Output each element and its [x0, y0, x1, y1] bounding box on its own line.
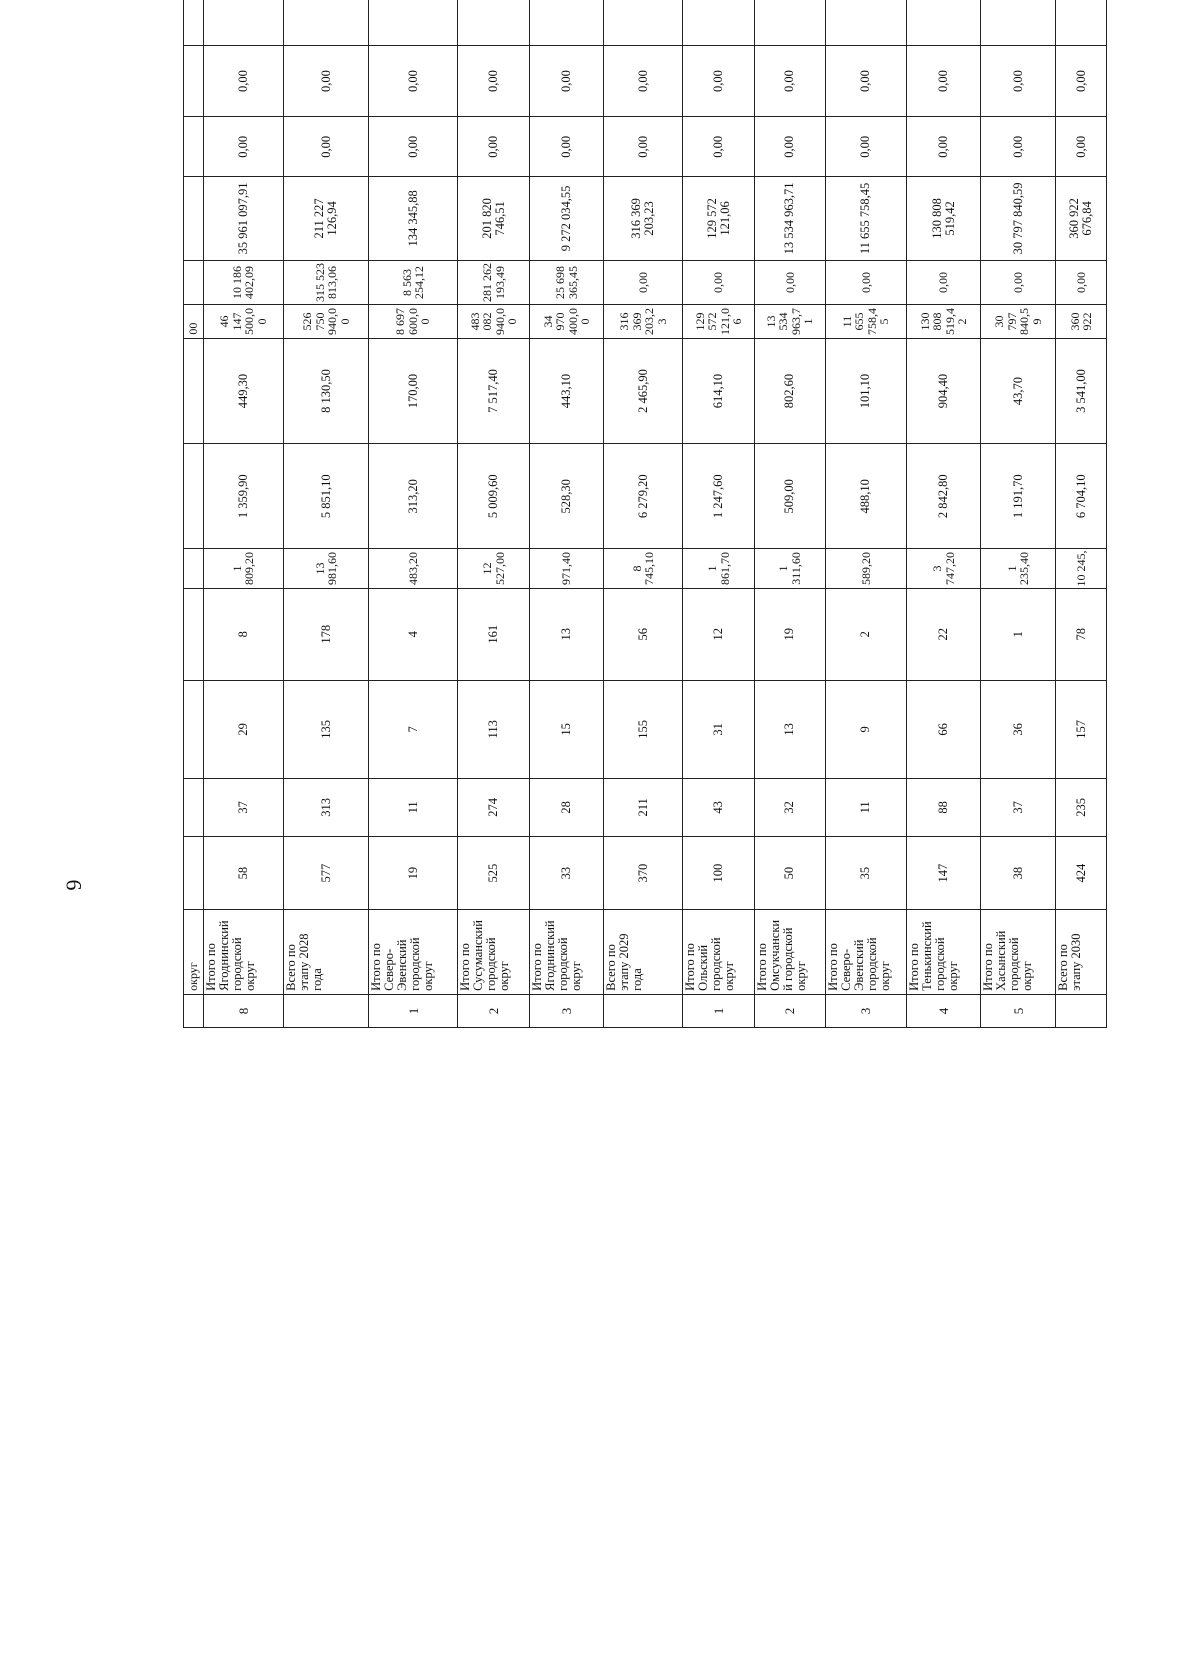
cell-col-4: 78 [1056, 588, 1107, 680]
cell-col-9: 0,00 [604, 260, 683, 305]
cell-col-9: 0,00 [683, 260, 754, 305]
cell-col-1: 19 [369, 836, 458, 910]
cell-col-8: 46 147 500,00 [203, 305, 284, 338]
table-row [369, 0, 458, 1028]
cell-col-5: 10 245, [1056, 549, 1107, 589]
cell-col-2: 313 [284, 778, 369, 836]
cell-col-6: 313,20 [369, 444, 458, 549]
table-row [457, 0, 530, 1028]
table-row [284, 0, 369, 1028]
cell-col-7: 904,40 [906, 338, 981, 444]
cell-col-5: 589,20 [826, 549, 907, 589]
cell-col-8: 130 808 519,42 [906, 305, 981, 338]
cell-row-label: Итого по Сусуманский городской округ [457, 910, 530, 994]
cell-col-6: 5 851,10 [284, 444, 369, 549]
table-row [530, 0, 604, 1028]
cell-row-number: 2 [754, 994, 825, 1027]
cell-col-3: 135 [284, 680, 369, 778]
cell-col-11: 0,00 [369, 117, 458, 177]
cell-col-11: 0,00 [754, 117, 825, 177]
cell-col-5: 13 981,60 [284, 549, 369, 589]
cell-col-3: 113 [457, 680, 530, 778]
cell-col-2: 28 [530, 778, 604, 836]
cell-col-8: 8 697 600,00 [369, 305, 458, 338]
cell-col-3: 7 [369, 680, 458, 778]
table-row [754, 0, 825, 1028]
cell-col-5: 1 861,70 [683, 549, 754, 589]
cell-col-13 [1056, 0, 1107, 45]
cell-col-1: 525 [457, 836, 530, 910]
cell-col-11: 0,00 [457, 117, 530, 177]
cell-col-13 [683, 0, 754, 45]
cell-col-6: 2 842,80 [906, 444, 981, 549]
cell-row-number: 1 [683, 994, 754, 1027]
cell-col-12: 0,00 [1056, 45, 1107, 117]
cell-col-1: 38 [981, 836, 1056, 910]
cell-row-label: Всего по этапу 2028 года [284, 910, 369, 994]
cell-col-8: 13 534 963,71 [754, 305, 825, 338]
cell-col-11: 0,00 [1056, 117, 1107, 177]
table-header-fragment-row [184, 0, 204, 1028]
table-row [203, 0, 284, 1028]
cell-col-13 [981, 0, 1056, 45]
cell-row-number [284, 994, 369, 1027]
cell-row-label: Итого по Омсукчанский городской округ [754, 910, 825, 994]
cell-col-1: 370 [604, 836, 683, 910]
cell-col-5: 971,40 [530, 549, 604, 589]
rotated-table-container [183, 0, 1107, 1028]
cell-col-6: 509,00 [754, 444, 825, 549]
cell-col-3: 9 [826, 680, 907, 778]
cell-col-11: 0,00 [203, 117, 284, 177]
cell-col-6: 528,30 [530, 444, 604, 549]
cell-row-label: Итого по Северо-Эвенский городской округ [369, 910, 458, 994]
cell-col-9: 25 698 365,45 [530, 260, 604, 305]
cell-col-12: 0,00 [683, 45, 754, 117]
cell-col-4: 4 [369, 588, 458, 680]
cell-row-label: Итого по Ольский городской округ [683, 910, 754, 994]
cell-col-9: 315 523 813,06 [284, 260, 369, 305]
cell-col-11: 0,00 [981, 117, 1056, 177]
cell-col-7: 3 541,00 [1056, 338, 1107, 444]
cell-col-7: 101,10 [826, 338, 907, 444]
cell-col-12: 0,00 [457, 45, 530, 117]
cell-col-4: 12 [683, 588, 754, 680]
cell-col-9: 0,00 [754, 260, 825, 305]
cell-col-10: 11 655 758,45 [826, 177, 907, 260]
cell-col-2: 88 [906, 778, 981, 836]
cell-col-6: 5 009,60 [457, 444, 530, 549]
cell-row-number: 4 [906, 994, 981, 1027]
cell-col-8: 360 922 [1056, 305, 1107, 338]
cell-col-13 [826, 0, 907, 45]
cell-col-9: 10 186 402,09 [203, 260, 284, 305]
cell-col-11: 0,00 [604, 117, 683, 177]
cell-col-5: 1 809,20 [203, 549, 284, 589]
cell-col-6: 1 247,60 [683, 444, 754, 549]
cell-col-8: 129 572 121,06 [683, 305, 754, 338]
cell-col-1: 147 [906, 836, 981, 910]
cell-col-10: 201 820 746,51 [457, 177, 530, 260]
cell-row-label: Всего по этапу 2030 [1056, 910, 1107, 994]
cell-col-2: 43 [683, 778, 754, 836]
cell-row-number: 1 [369, 994, 458, 1027]
cell-col-8: 11 655 758,45 [826, 305, 907, 338]
cell-col-3: 31 [683, 680, 754, 778]
cell-col-4: 13 [530, 588, 604, 680]
cell-col-10: 129 572 121,06 [683, 177, 754, 260]
cell-col-10: 211 227 126,94 [284, 177, 369, 260]
cell-col-11: 0,00 [683, 117, 754, 177]
cell-col-1: 50 [754, 836, 825, 910]
cell-col-13 [906, 0, 981, 45]
cell-col-1: 577 [284, 836, 369, 910]
cell-col-7: 802,60 [754, 338, 825, 444]
cell-col-13 [284, 0, 369, 45]
cell-col-3: 157 [1056, 680, 1107, 778]
table-row [683, 0, 754, 1028]
cell-row-number: 5 [981, 994, 1056, 1027]
cell-col-7: 443,10 [530, 338, 604, 444]
cell-col-4: 8 [203, 588, 284, 680]
cell-col-2: 11 [369, 778, 458, 836]
cell-col-13 [369, 0, 458, 45]
cell-col-9: 0,00 [906, 260, 981, 305]
cell-row-number [604, 994, 683, 1027]
table-row [906, 0, 981, 1028]
cell-col-2: 37 [203, 778, 284, 836]
cell-col-12: 0,00 [284, 45, 369, 117]
cell-col-4: 19 [754, 588, 825, 680]
cell-col-7: 170,00 [369, 338, 458, 444]
cell-col-12: 0,00 [981, 45, 1056, 117]
cell-col-4: 22 [906, 588, 981, 680]
cell-col-5: 8 745,10 [604, 549, 683, 589]
cell-col-5: 1 311,60 [754, 549, 825, 589]
cell-col-4: 2 [826, 588, 907, 680]
cell-col-10: 13 534 963,71 [754, 177, 825, 260]
cell-col-3: 15 [530, 680, 604, 778]
cell-row-number [1056, 994, 1107, 1027]
cell-row-number: 3 [530, 994, 604, 1027]
cell-col-3: 155 [604, 680, 683, 778]
cell-row-label: Итого по Хасынский городской округ [981, 910, 1056, 994]
cell-row-label: Итого по Северо-Эвенский городской округ [826, 910, 907, 994]
cell-col-6: 1 191,70 [981, 444, 1056, 549]
cell-col-13 [203, 0, 284, 45]
cell-col-11: 0,00 [284, 117, 369, 177]
cell-col-2: 235 [1056, 778, 1107, 836]
cell-col-7: 449,30 [203, 338, 284, 444]
cell-col-10: 30 797 840,59 [981, 177, 1056, 260]
cell-col-5: 1 235,40 [981, 549, 1056, 589]
cell-col-11: 0,00 [906, 117, 981, 177]
cell-col-7: 7 517,40 [457, 338, 530, 444]
cell-col-4: 161 [457, 588, 530, 680]
cell-col-11: 0,00 [530, 117, 604, 177]
cell-col-9: 281 262 193,49 [457, 260, 530, 305]
cell-row-number: 3 [826, 994, 907, 1027]
cell-col-4: 1 [981, 588, 1056, 680]
cell-col-10: 35 961 097,91 [203, 177, 284, 260]
cell-col-10: 130 808 519,42 [906, 177, 981, 260]
cell-col-1: 100 [683, 836, 754, 910]
page-number: 6 [61, 879, 87, 891]
cell-col-2: 11 [826, 778, 907, 836]
table-row [826, 0, 907, 1028]
cell-col-9: 0,00 [1056, 260, 1107, 305]
cell-col-2: 211 [604, 778, 683, 836]
cell-row-label: Итого по Тенькинский городской округ [906, 910, 981, 994]
cell-row-label: Итого по Ягоднинский городской округ [203, 910, 284, 994]
cell-col-3: 36 [981, 680, 1056, 778]
cell-col-10: 134 345,88 [369, 177, 458, 260]
cell-col-13 [457, 0, 530, 45]
cell-col-8: 526 750 940,00 [284, 305, 369, 338]
cell-col-8: 316 369 203,23 [604, 305, 683, 338]
cell-col-8: 483 082 940,00 [457, 305, 530, 338]
cell-col-13 [604, 0, 683, 45]
cell-col-12: 0,00 [754, 45, 825, 117]
cell-col-8: 30 797 840,59 [981, 305, 1056, 338]
cell-col-6: 488,10 [826, 444, 907, 549]
cell-col-9: 8 563 254,12 [369, 260, 458, 305]
housing-program-table [183, 0, 1107, 1028]
cell-col-12: 0,00 [604, 45, 683, 117]
cell-col-12: 0,00 [369, 45, 458, 117]
cell-col-8: 34 970 400,00 [530, 305, 604, 338]
table-row [1056, 0, 1107, 1028]
cell-col-6: 6 279,20 [604, 444, 683, 549]
cell-row-label: Итого по Ягоднинский городской округ [530, 910, 604, 994]
cell-row-label: Всего по этапу 2029 года [604, 910, 683, 994]
cell-col-7: 8 130,50 [284, 338, 369, 444]
cell-col-10: 360 922 676,84 [1056, 177, 1107, 260]
cell-col-4: 56 [604, 588, 683, 680]
cell-row-number: 8 [203, 994, 284, 1027]
cell-col-2: 32 [754, 778, 825, 836]
cell-col-12: 0,00 [826, 45, 907, 117]
cell-col-3: 29 [203, 680, 284, 778]
cell-col-7: 614,10 [683, 338, 754, 444]
cell-col-7: 2 465,90 [604, 338, 683, 444]
cell-col-12: 0,00 [203, 45, 284, 117]
cell-col-12: 0,00 [906, 45, 981, 117]
cell-col-7: 43,70 [981, 338, 1056, 444]
cell-col-13 [530, 0, 604, 45]
cell-col-5: 483,20 [369, 549, 458, 589]
table-row [604, 0, 683, 1028]
cell-col-3: 13 [754, 680, 825, 778]
cell-col-9: 0,00 [826, 260, 907, 305]
cell-col-5: 12 527,00 [457, 549, 530, 589]
cell-col-6: 6 704,10 [1056, 444, 1107, 549]
cell-col-1: 35 [826, 836, 907, 910]
cell-col-6: 1 359,90 [203, 444, 284, 549]
cell-col-1: 424 [1056, 836, 1107, 910]
cell-col-1: 58 [203, 836, 284, 910]
cell-row-number: 2 [457, 994, 530, 1027]
header-fragment-00: 00 [184, 305, 204, 338]
cell-col-5: 3 747,20 [906, 549, 981, 589]
cell-col-3: 66 [906, 680, 981, 778]
header-fragment-okrug: округ [184, 910, 204, 994]
cell-col-13 [754, 0, 825, 45]
table-row [981, 0, 1056, 1028]
cell-col-10: 9 272 034,55 [530, 177, 604, 260]
cell-col-1: 33 [530, 836, 604, 910]
cell-col-11: 0,00 [826, 117, 907, 177]
cell-col-9: 0,00 [981, 260, 1056, 305]
cell-col-2: 274 [457, 778, 530, 836]
cell-col-2: 37 [981, 778, 1056, 836]
rotated-table-wrapper [183, 70, 1107, 1640]
cell-col-10: 316 369 203,23 [604, 177, 683, 260]
cell-col-4: 178 [284, 588, 369, 680]
cell-col-12: 0,00 [530, 45, 604, 117]
